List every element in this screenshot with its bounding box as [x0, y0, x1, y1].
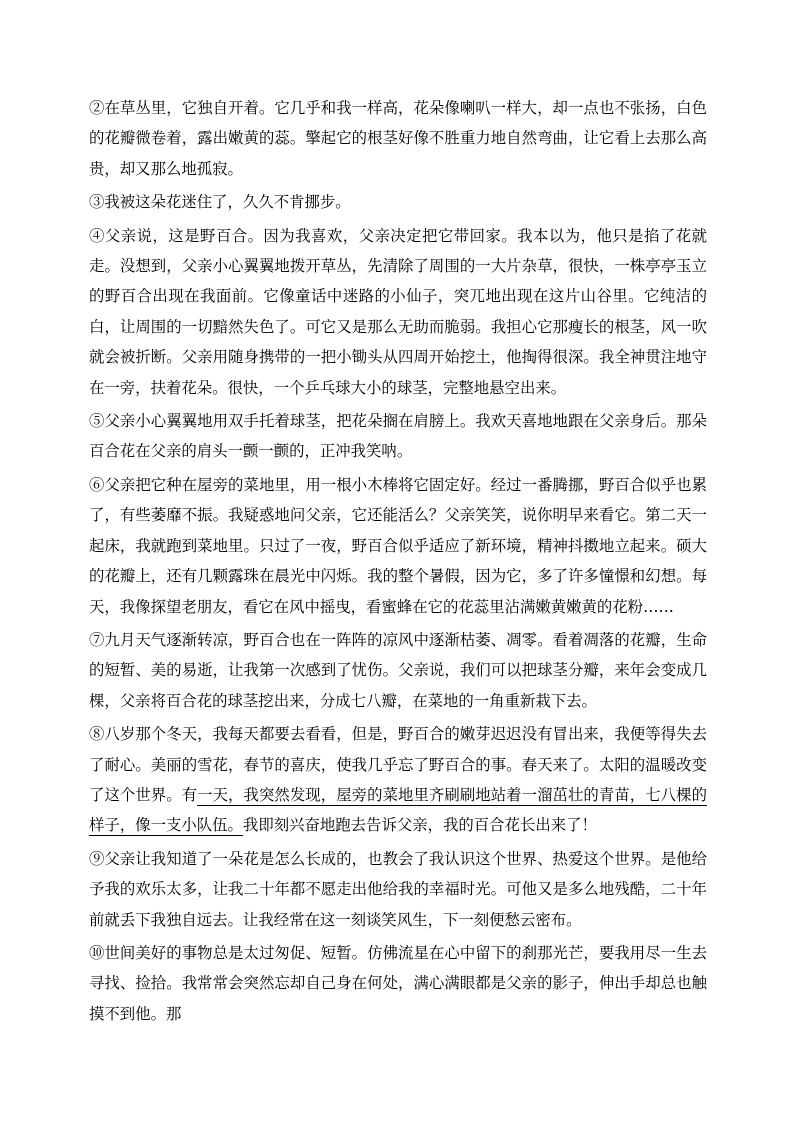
- underlined-sentence: 一天，我突然发现，屋旁的菜地里齐刷刷地站着一溜茁壮的青苗，七八棵的样子，像一支小队伍。: [89, 785, 707, 835]
- paragraph-3: ③我被这朵花迷住了，久久不肯挪步。: [89, 193, 351, 212]
- paragraph-8-before: ⑧八岁那个冬天，我每天都要去看看，但是，野百合的嫩芽迟迟没有冒出来，我便等得失去了耐心。美丽的雪花，春节的喜庆，使我几乎忘了野百合的事。春天来了。太阳的温暖改变了这个世界。有: [89, 725, 707, 804]
- paragraph-2: ②在草丛里，它独自开着。它几乎和我一样高，花朵像喇叭一样大，却一点也不张扬，白色的花瓣微卷着，露出嫩黄的蕊。擎起它的根茎好像不胜重力地自然弯曲，让它看上去那么高贵，却又那么地孤寂。: [89, 99, 707, 178]
- paragraph-10: ⑩世间美好的事物总是太过匆促、短暂。仿佛流星在心中留下的刹那光芒，要我用尽一生去寻找、捡拾。我常常会突然忘却自己身在何处，满心满眼都是父亲的影子，伸出手却总也触摸不到他。那: [89, 943, 707, 1023]
- document-page: [89, 93, 707, 1032]
- paragraph-5: ⑤父亲小心翼翼地用双手托着球茎，把花朵搁在肩膀上。我欢天喜地地跟在父亲身后。那朵百合花在父亲的肩头一颤一颤的，正冲我笑呐。: [89, 412, 707, 461]
- paragraph-6: ⑥父亲把它种在屋旁的菜地里，用一根小木棒将它固定好。经过一番腾挪，野百合似乎也累了，有些萎靡不振。我疑惑地问父亲，它还能活么？父亲笑笑，说你明早来看它。第二天一起床，我就跑到菜地里。只过了一夜，野百合似乎适应了新环境，精神抖擞地立起来。硕大的花瓣上，还有几颗露珠在晨光中闪烁。我的整个暑假，因为它，多了许多憧憬和幻想。每天，我像探望老朋友，看它在风中摇曳，看蜜蜂在它的花蕊里沾满嫩黄嫩黄的花粉……: [89, 475, 707, 616]
- paragraph-4: ④父亲说，这是野百合。因为我喜欢，父亲决定把它带回家。我本以为，他只是掐了花就走。没想到，父亲小心翼翼地拨开草丛，先清除了周围的一大片杂草，很快，一株亭亭玉立的野百合出现在我面前。它像童话中迷路的小仙子，突兀地出现在这片山谷里。它纯洁的白，让周围的一切黯然失色了。可它又是那么无助而脆弱。我担心它那瘦长的根茎，风一吹就会被折断。父亲用随身携带的一把小锄头从四周开始挖土，他掏得很深。我全神贯注地守在一旁，扶着花朵。很快，一个乒乓球大小的球茎，完整地悬空出来。: [89, 226, 707, 397]
- paragraph-9: ⑨父亲让我知道了一朵花是怎么长成的，也教会了我认识这个世界、热爱这个世界。是他给予我的欢乐太多，让我二十年都不愿走出他给我的幸福时光。可他又是多么地残酷，二十年前就丢下我独自远去。让我经常在这一刻谈笑风生，下一刻便愁云密布。: [89, 849, 707, 929]
- paragraph-8: [89, 719, 707, 841]
- paragraph-7: ⑦九月天气逐渐转凉，野百合也在一阵阵的凉风中逐渐枯萎、凋零。看着凋落的花瓣，生命的短暂、美的易逝，让我第一次感到了忧伤。父亲说，我们可以把球茎分瓣，来年会变成几棵，父亲将百合花的球茎挖出来，分成七八瓣，在菜地的一角重新栽下去。: [89, 630, 707, 710]
- paragraph-8-after: 我即刻兴奋地跑去告诉父亲，我的百合花长出来了！: [242, 816, 597, 835]
